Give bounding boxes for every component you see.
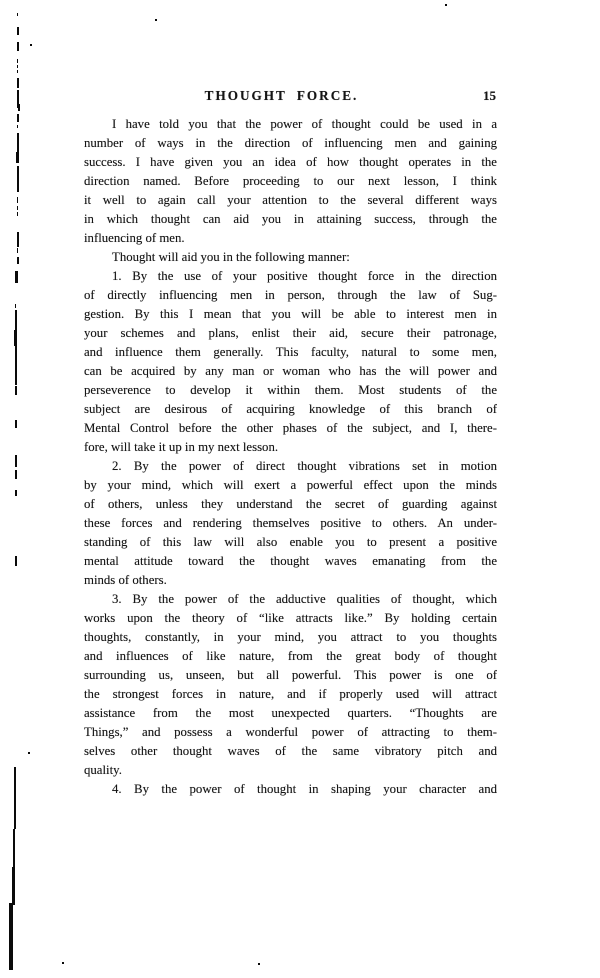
scan-artifact <box>17 197 18 203</box>
text-line: standing of this law will also enable you to present a positive <box>84 535 497 549</box>
scan-artifact <box>28 752 30 754</box>
scan-artifact <box>17 133 19 153</box>
scan-artifact <box>17 166 19 192</box>
scan-artifact <box>15 490 17 496</box>
text-line: direction named. Before proceeding to our next lesson, I think <box>84 174 497 188</box>
scan-artifact <box>17 78 19 88</box>
text-line: mental attitude toward the thought waves emanating from the <box>84 554 497 568</box>
text-line: these forces and rendering themselves positive to others. An under- <box>84 516 497 530</box>
scan-artifact <box>15 271 18 283</box>
scan-artifact <box>17 114 19 122</box>
scan-artifact <box>18 104 20 111</box>
text-line: of directly influencing men in person, through the law of Sug- <box>84 288 497 302</box>
scan-artifact <box>17 257 19 264</box>
scan-artifact <box>17 125 18 128</box>
scan-artifact <box>15 455 17 467</box>
scan-artifact <box>17 13 18 16</box>
running-head <box>84 88 497 106</box>
scan-artifact <box>12 867 15 905</box>
text-line: Mental Control before the other phases of the subject, and I, there- <box>84 421 497 435</box>
text-line: and influences of like nature, from the great body of thought <box>84 649 497 663</box>
scan-artifact <box>17 206 18 210</box>
text-line: your schemes and plans, enlist their aid, secure their patronage, <box>84 326 497 340</box>
scan-artifact <box>17 42 19 51</box>
scan-artifact <box>62 962 64 964</box>
scan-artifact <box>15 304 16 308</box>
text-line: subject are desirous of acquiring knowledge of this branch of <box>84 402 497 416</box>
page-number: 15 <box>483 88 496 103</box>
text-line: perseverence to develop it within them. Most students of the <box>84 383 497 397</box>
scan-artifact <box>15 420 17 428</box>
text-line: 1. By the use of your positive thought force in the direction <box>112 269 497 283</box>
text-line: 2. By the power of direct thought vibrations set in motion <box>112 459 497 473</box>
text-line: influencing of men. <box>84 231 185 245</box>
scan-artifact <box>15 470 17 479</box>
text-line: gestion. By this I mean that you will be able to interest men in <box>84 307 497 321</box>
scan-artifact <box>9 903 13 970</box>
text-line: it well to again call your attention to the several different ways <box>84 193 497 207</box>
text-line: thoughts, constantly, in your mind, you attract to you thoughts <box>84 630 497 644</box>
text-line: selves other thought waves of the same vibratory pitch and <box>84 744 497 758</box>
text-line: Things,” and possess a wonderful power of attracting to them- <box>84 725 497 739</box>
scan-artifact <box>16 152 19 163</box>
scan-artifact <box>15 386 17 395</box>
scan-artifact <box>17 70 18 73</box>
text-line: the strongest forces in nature, and if properly used will attract <box>84 687 497 701</box>
scan-artifact <box>17 232 19 247</box>
text-line: assistance from the most unexpected quarters. “Thoughts are <box>84 706 497 720</box>
scan-artifact <box>13 829 15 869</box>
text-line: fore, will take it up in my next lesson. <box>84 440 279 454</box>
scan-artifact <box>17 248 18 253</box>
scan-artifact <box>17 27 19 35</box>
text-line: and influence them generally. This faculty, natural to some men, <box>84 345 497 359</box>
scan-artifact <box>30 44 32 46</box>
text-line: I have told you that the power of thought could be used in a <box>112 117 497 131</box>
text-line: 4. By the power of thought in shaping your character and <box>112 782 497 796</box>
text-line: surrounding us, unseen, but all powerful. This power is one of <box>84 668 497 682</box>
page-title: THOUGHT FORCE. <box>204 88 359 103</box>
scan-artifact <box>445 4 447 6</box>
text-line: by your mind, which will exert a powerful effect upon the minds <box>84 478 497 492</box>
scan-artifact <box>14 767 16 829</box>
text-line: of others, unless they understand the secret of guarding against <box>84 497 497 511</box>
scan-artifact <box>15 556 17 566</box>
text-line: can be acquired by any man or woman who has the will power and <box>84 364 497 378</box>
scan-artifact <box>17 65 18 68</box>
text-line: Thought will aid you in the following manner: <box>112 250 350 264</box>
scan-artifact <box>155 19 157 21</box>
scan-artifact <box>14 330 17 346</box>
body-text <box>84 115 497 799</box>
text-line: in which thought can aid you in attaining success, through the <box>84 212 497 226</box>
scan-artifact <box>258 963 260 965</box>
text-line: quality. <box>84 763 122 777</box>
text-line: works upon the theory of “like attracts like.” By holding certain <box>84 611 497 625</box>
scan-artifact <box>15 310 17 322</box>
text-line: 3. By the power of the adductive qualities of thought, which <box>112 592 497 606</box>
text-line: minds of others. <box>84 573 167 587</box>
scan-artifact <box>17 212 18 216</box>
scan-artifact <box>17 59 18 63</box>
text-line: success. I have given you an idea of how thought operates in the <box>84 155 497 169</box>
text-line: number of ways in the direction of influencing men and gaining <box>84 136 497 150</box>
